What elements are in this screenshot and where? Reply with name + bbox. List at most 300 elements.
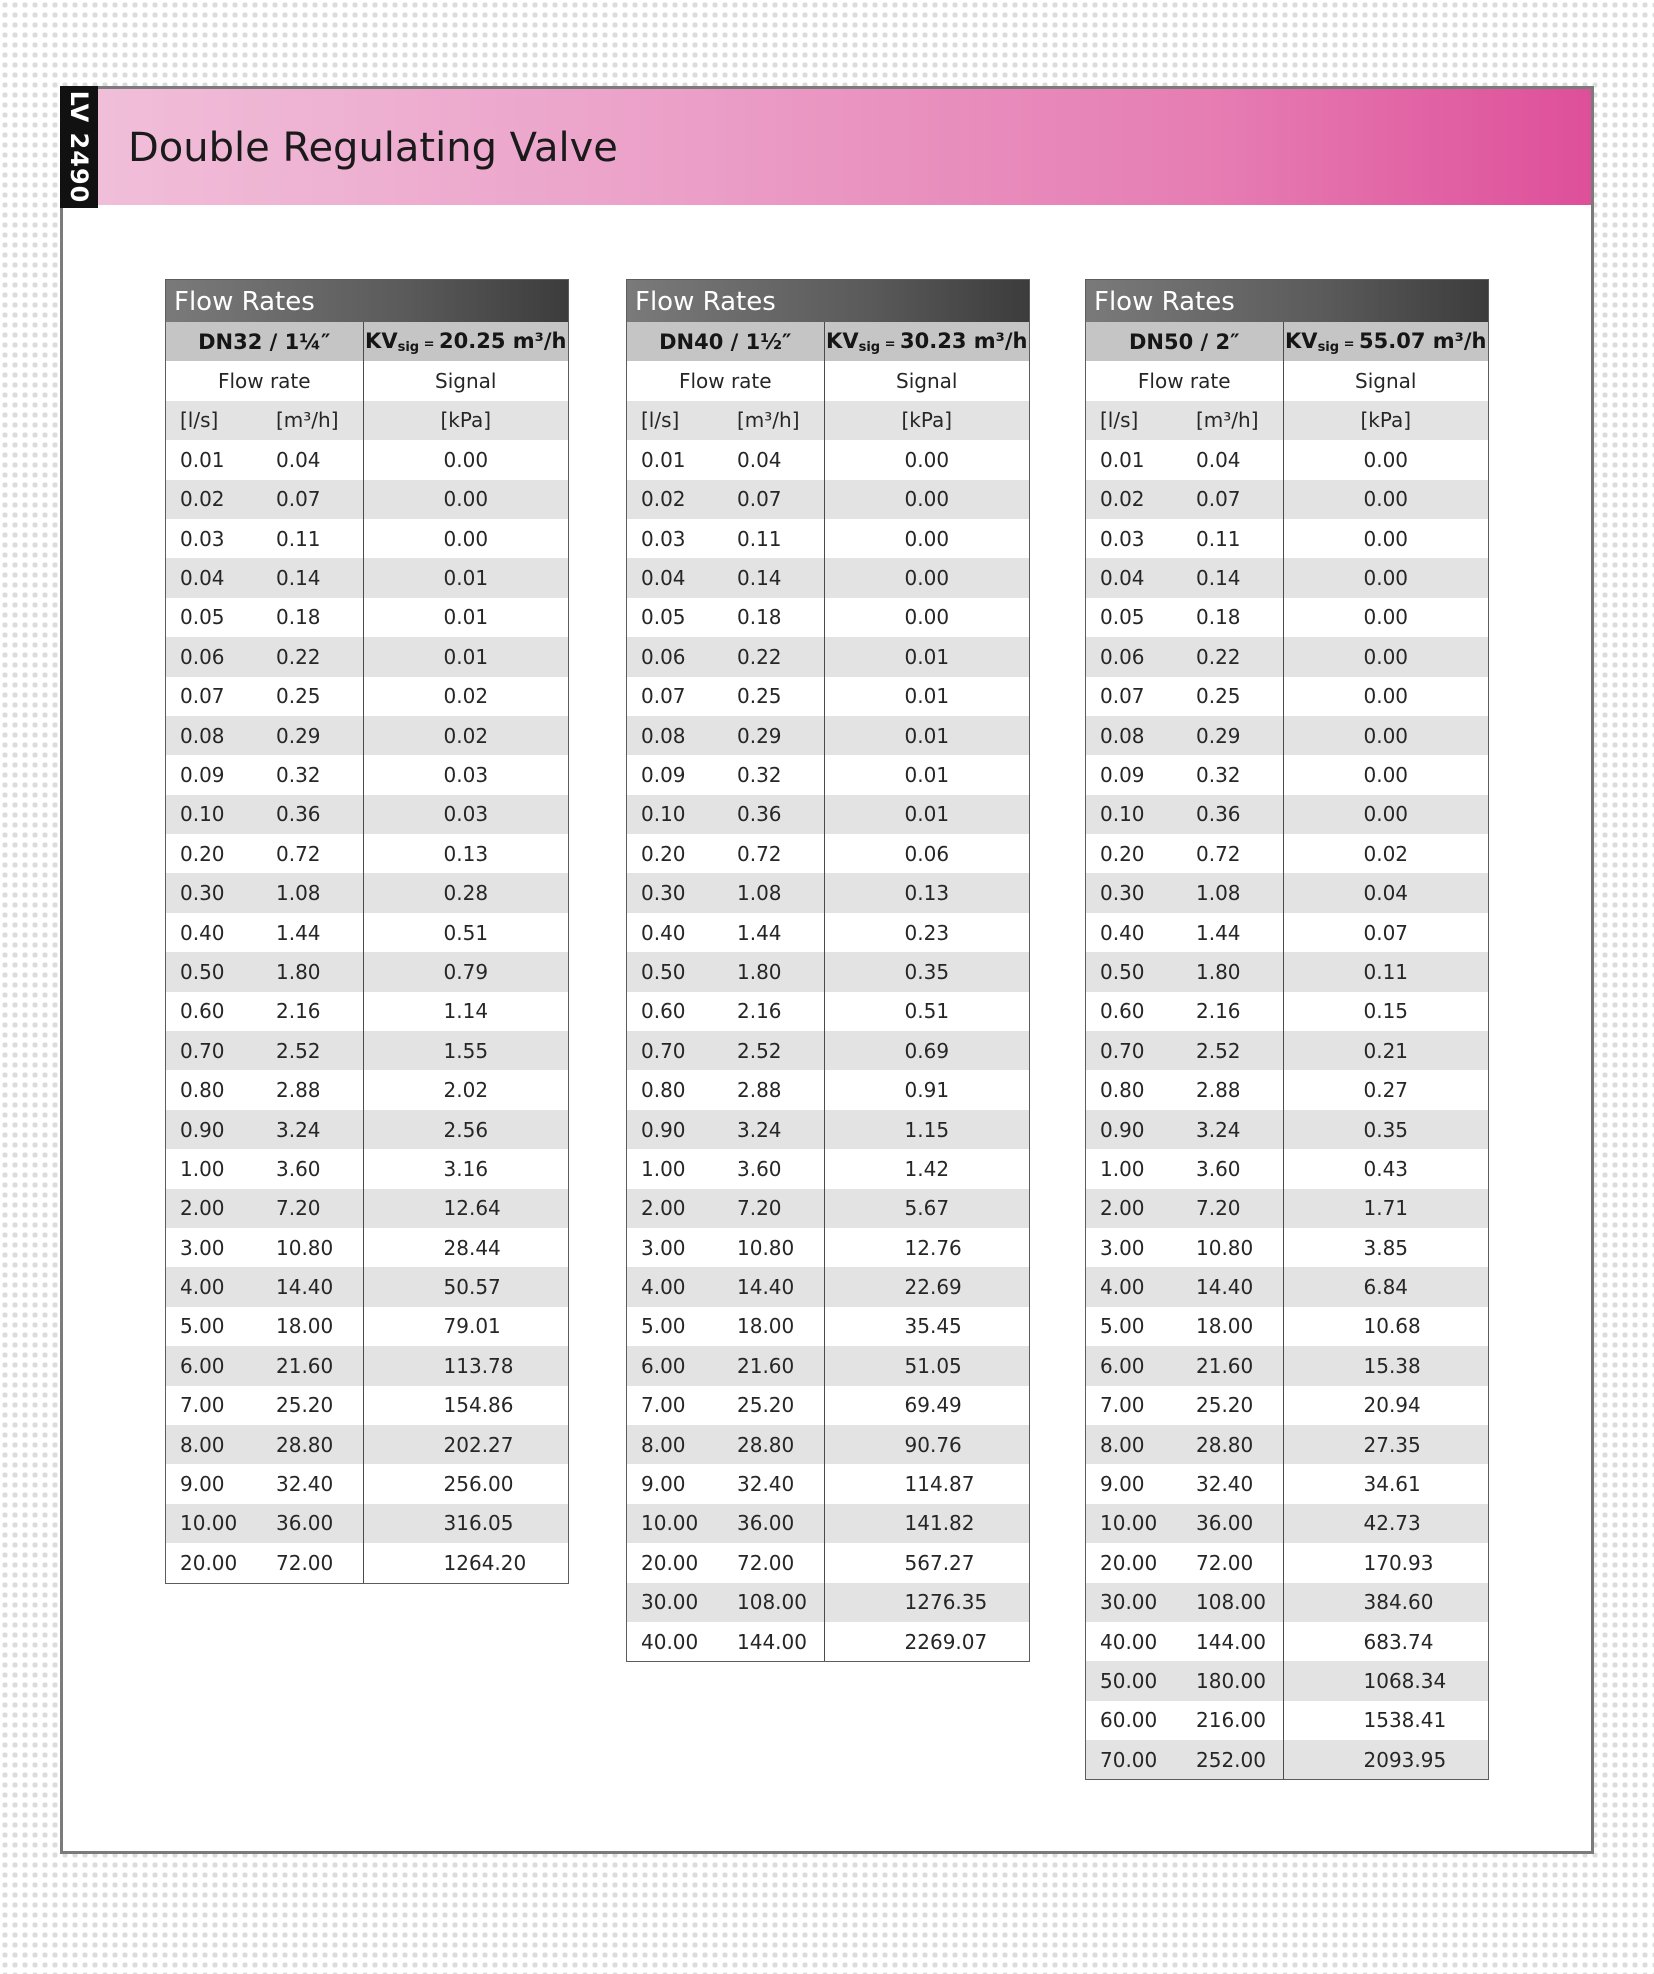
table-row	[627, 677, 1029, 716]
flow-ls-cell: 0.20	[1086, 834, 1186, 873]
signal-cell: 51.05	[824, 1346, 1029, 1385]
flow-m3h-cell: 0.29	[266, 716, 363, 755]
kv-subscript: sig	[397, 339, 420, 355]
table-row	[627, 1070, 1029, 1109]
signal-cell: 256.00	[363, 1464, 568, 1503]
signal-cell: 27.35	[1283, 1425, 1488, 1464]
flow-ls-cell: 5.00	[1086, 1307, 1186, 1346]
signal-cell: 1538.41	[1283, 1701, 1488, 1740]
flow-ls-cell: 1.00	[166, 1149, 266, 1188]
signal-cell: 0.00	[1283, 558, 1488, 597]
signal-cell: 12.76	[824, 1228, 1029, 1267]
signal-cell: 0.02	[363, 677, 568, 716]
kv-equals: =	[419, 336, 440, 352]
flow-m3h-cell: 72.00	[727, 1543, 824, 1582]
flow-m3h-cell: 21.60	[1186, 1346, 1283, 1385]
signal-cell: 170.93	[1283, 1543, 1488, 1582]
signal-cell: 0.00	[1283, 677, 1488, 716]
flow-ls-cell: 0.50	[627, 952, 727, 991]
flow-ls-cell: 8.00	[1086, 1425, 1186, 1464]
flow-m3h-cell: 36.00	[727, 1504, 824, 1543]
unit-ls: [l/s]	[1086, 401, 1186, 440]
flow-ls-cell: 60.00	[1086, 1701, 1186, 1740]
table-row	[1086, 1464, 1488, 1503]
flow-rate-heading: Flow rate	[1137, 369, 1231, 394]
signal-cell: 0.04	[1283, 873, 1488, 912]
flow-m3h-cell: 1.08	[1186, 873, 1283, 912]
flow-ls-cell: 20.00	[166, 1543, 266, 1582]
flow-ls-cell: 30.00	[627, 1583, 727, 1622]
flow-m3h-cell: 18.00	[1186, 1307, 1283, 1346]
table-row	[627, 1543, 1029, 1582]
flow-ls-cell: 0.06	[1086, 637, 1186, 676]
flow-m3h-cell: 21.60	[727, 1346, 824, 1385]
flow-ls-cell: 0.90	[1086, 1110, 1186, 1149]
table-row	[166, 677, 568, 716]
flow-m3h-cell: 25.20	[727, 1386, 824, 1425]
signal-cell: 0.51	[363, 913, 568, 952]
flow-ls-cell: 0.07	[1086, 677, 1186, 716]
table-row	[627, 1425, 1029, 1464]
signal-cell: 0.02	[1283, 834, 1488, 873]
signal-cell: 0.00	[824, 558, 1029, 597]
table-title: Flow Rates	[166, 280, 568, 322]
signal-cell: 0.01	[363, 637, 568, 676]
units-row	[166, 401, 568, 440]
table-row	[1086, 795, 1488, 834]
signal-cell: 0.15	[1283, 992, 1488, 1031]
flow-m3h-cell: 25.20	[266, 1386, 363, 1425]
kv-prefix: KV	[826, 328, 859, 353]
table-row	[166, 1346, 568, 1385]
flow-ls-cell: 0.03	[1086, 519, 1186, 558]
signal-cell: 79.01	[363, 1307, 568, 1346]
table-row	[1086, 1346, 1488, 1385]
kv-subscript: sig	[858, 339, 881, 355]
flow-ls-cell: 0.05	[1086, 598, 1186, 637]
table-row	[166, 1504, 568, 1543]
flow-m3h-cell: 0.72	[727, 834, 824, 873]
signal-cell: 0.69	[824, 1031, 1029, 1070]
signal-cell: 0.01	[363, 558, 568, 597]
flow-m3h-cell: 2.16	[1186, 992, 1283, 1031]
flow-m3h-cell: 14.40	[1186, 1267, 1283, 1306]
kv-equals: =	[880, 336, 901, 352]
subheader-row	[627, 361, 1029, 400]
signal-cell: 0.00	[1283, 519, 1488, 558]
flow-ls-cell: 0.04	[166, 558, 266, 597]
signal-cell: 0.01	[824, 795, 1029, 834]
flow-ls-cell: 0.01	[1086, 440, 1186, 479]
signal-cell: 5.67	[824, 1189, 1029, 1228]
flow-m3h-cell: 32.40	[266, 1464, 363, 1503]
table-row	[627, 913, 1029, 952]
table-title: Flow Rates	[1086, 280, 1488, 322]
flow-m3h-cell: 0.22	[266, 637, 363, 676]
side-tab-label: LV 2490	[65, 90, 93, 204]
table-row	[627, 795, 1029, 834]
flow-ls-cell: 0.30	[627, 873, 727, 912]
signal-heading: Signal	[824, 361, 1029, 400]
flow-m3h-cell: 72.00	[1186, 1543, 1283, 1582]
valve-size: DN40 / 1½″	[627, 322, 824, 361]
flow-m3h-cell: 0.18	[1186, 598, 1283, 637]
flow-m3h-cell: 36.00	[1186, 1504, 1283, 1543]
flow-ls-cell: 0.09	[166, 755, 266, 794]
flow-ls-cell: 8.00	[166, 1425, 266, 1464]
flow-ls-cell: 0.01	[627, 440, 727, 479]
table-row	[1086, 1267, 1488, 1306]
flow-ls-cell: 0.08	[627, 716, 727, 755]
flow-ls-cell: 3.00	[1086, 1228, 1186, 1267]
unit-kpa: [kPa]	[824, 401, 1029, 440]
signal-cell: 20.94	[1283, 1386, 1488, 1425]
flow-rates-table-dn40	[626, 279, 1030, 1662]
table-row	[1086, 1661, 1488, 1700]
size-header-row	[166, 322, 568, 361]
flow-ls-cell: 0.04	[1086, 558, 1186, 597]
flow-ls-cell: 0.50	[166, 952, 266, 991]
flow-ls-cell: 0.40	[1086, 913, 1186, 952]
table-row	[627, 1504, 1029, 1543]
flow-m3h-cell: 1.80	[266, 952, 363, 991]
flow-ls-cell: 0.70	[1086, 1031, 1186, 1070]
unit-kpa: [kPa]	[363, 401, 568, 440]
flow-ls-cell: 2.00	[627, 1189, 727, 1228]
flow-m3h-cell: 1.44	[727, 913, 824, 952]
table-row	[1086, 716, 1488, 755]
flow-m3h-cell: 2.88	[727, 1070, 824, 1109]
table-row	[1086, 558, 1488, 597]
signal-cell: 28.44	[363, 1228, 568, 1267]
flow-m3h-cell: 252.00	[1186, 1740, 1283, 1779]
unit-kpa: [kPa]	[1283, 401, 1488, 440]
flow-ls-cell: 0.60	[166, 992, 266, 1031]
signal-cell: 0.13	[824, 873, 1029, 912]
flow-m3h-cell: 10.80	[266, 1228, 363, 1267]
flow-ls-cell: 7.00	[1086, 1386, 1186, 1425]
flow-ls-cell: 0.50	[1086, 952, 1186, 991]
flow-m3h-cell: 3.60	[1186, 1149, 1283, 1188]
flow-m3h-cell: 0.36	[727, 795, 824, 834]
signal-cell: 0.01	[824, 637, 1029, 676]
table-row	[1086, 992, 1488, 1031]
table-row	[627, 519, 1029, 558]
flow-m3h-cell: 0.18	[727, 598, 824, 637]
flow-m3h-cell: 36.00	[266, 1504, 363, 1543]
table-row	[627, 1346, 1029, 1385]
flow-ls-cell: 0.04	[627, 558, 727, 597]
flow-ls-cell: 0.06	[166, 637, 266, 676]
signal-cell: 0.35	[1283, 1110, 1488, 1149]
table-row	[166, 1267, 568, 1306]
table-row	[1086, 637, 1488, 676]
signal-cell: 22.69	[824, 1267, 1029, 1306]
flow-ls-cell: 0.20	[627, 834, 727, 873]
flow-ls-cell: 0.40	[627, 913, 727, 952]
flow-m3h-cell: 10.80	[727, 1228, 824, 1267]
table-row	[627, 1110, 1029, 1149]
table-row	[1086, 1504, 1488, 1543]
signal-cell: 1068.34	[1283, 1661, 1488, 1700]
flow-ls-cell: 0.03	[627, 519, 727, 558]
flow-m3h-cell: 108.00	[1186, 1583, 1283, 1622]
signal-cell: 0.00	[1283, 637, 1488, 676]
table-row	[166, 834, 568, 873]
flow-ls-cell: 5.00	[166, 1307, 266, 1346]
table-row	[166, 1189, 568, 1228]
flow-m3h-cell: 0.11	[266, 519, 363, 558]
table-row	[166, 1386, 568, 1425]
flow-m3h-cell: 0.11	[1186, 519, 1283, 558]
signal-cell: 0.02	[363, 716, 568, 755]
flow-ls-cell: 10.00	[166, 1504, 266, 1543]
flow-m3h-cell: 3.24	[727, 1110, 824, 1149]
signal-cell: 0.28	[363, 873, 568, 912]
signal-cell: 0.00	[824, 480, 1029, 519]
flow-ls-cell: 70.00	[1086, 1740, 1186, 1779]
flow-m3h-cell: 1.44	[1186, 913, 1283, 952]
signal-cell: 0.07	[1283, 913, 1488, 952]
table-row	[166, 755, 568, 794]
flow-m3h-cell: 1.08	[266, 873, 363, 912]
table-row	[166, 716, 568, 755]
flow-ls-cell: 5.00	[627, 1307, 727, 1346]
table-title: Flow Rates	[627, 280, 1029, 322]
flow-ls-cell: 0.05	[166, 598, 266, 637]
flow-rates-table-dn50	[1085, 279, 1489, 1780]
table-row	[627, 558, 1029, 597]
flow-ls-cell: 6.00	[1086, 1346, 1186, 1385]
signal-cell: 0.00	[824, 519, 1029, 558]
table-row	[166, 598, 568, 637]
flow-m3h-cell: 2.88	[1186, 1070, 1283, 1109]
flow-m3h-cell: 0.14	[266, 558, 363, 597]
flow-m3h-cell: 2.52	[266, 1031, 363, 1070]
flow-ls-cell: 0.70	[166, 1031, 266, 1070]
subheader-row	[1086, 361, 1488, 400]
flow-m3h-cell: 10.80	[1186, 1228, 1283, 1267]
flow-ls-cell: 2.00	[166, 1189, 266, 1228]
table-row	[627, 873, 1029, 912]
flow-m3h-cell: 0.72	[1186, 834, 1283, 873]
flow-ls-cell: 50.00	[1086, 1661, 1186, 1700]
flow-ls-cell: 0.07	[627, 677, 727, 716]
flow-ls-cell: 0.10	[166, 795, 266, 834]
flow-m3h-cell: 144.00	[727, 1622, 824, 1661]
table-row	[166, 1228, 568, 1267]
flow-ls-cell: 0.07	[166, 677, 266, 716]
signal-cell: 90.76	[824, 1425, 1029, 1464]
table-row	[627, 755, 1029, 794]
signal-cell: 0.00	[1283, 440, 1488, 479]
signal-cell: 1276.35	[824, 1583, 1029, 1622]
kv-prefix: KV	[1285, 328, 1318, 353]
flow-m3h-cell: 2.52	[727, 1031, 824, 1070]
signal-cell: 2269.07	[824, 1622, 1029, 1661]
flow-ls-cell: 20.00	[1086, 1543, 1186, 1582]
table-row	[1086, 677, 1488, 716]
flow-ls-cell: 2.00	[1086, 1189, 1186, 1228]
signal-cell: 3.85	[1283, 1228, 1488, 1267]
signal-cell: 0.03	[363, 795, 568, 834]
flow-m3h-cell: 0.14	[727, 558, 824, 597]
flow-m3h-cell: 21.60	[266, 1346, 363, 1385]
signal-cell: 202.27	[363, 1425, 568, 1464]
signal-cell: 1.71	[1283, 1189, 1488, 1228]
table-row	[166, 992, 568, 1031]
unit-m3h: [m³/h]	[727, 401, 824, 440]
signal-cell: 0.06	[824, 834, 1029, 873]
signal-cell: 10.68	[1283, 1307, 1488, 1346]
signal-cell: 0.13	[363, 834, 568, 873]
flow-ls-cell: 4.00	[166, 1267, 266, 1306]
table-row	[627, 1583, 1029, 1622]
signal-cell: 0.00	[363, 519, 568, 558]
units-row	[627, 401, 1029, 440]
flow-ls-cell: 9.00	[1086, 1464, 1186, 1503]
flow-m3h-cell: 2.16	[727, 992, 824, 1031]
valve-size: DN32 / 1¼″	[166, 322, 363, 361]
unit-m3h: [m³/h]	[266, 401, 363, 440]
table-row	[166, 1425, 568, 1464]
flow-ls-cell: 0.01	[166, 440, 266, 479]
table-row	[166, 519, 568, 558]
flow-m3h-cell: 2.52	[1186, 1031, 1283, 1070]
flow-ls-cell: 0.40	[166, 913, 266, 952]
flow-m3h-cell: 0.36	[266, 795, 363, 834]
flow-ls-cell: 3.00	[166, 1228, 266, 1267]
table-row	[627, 1307, 1029, 1346]
signal-cell: 0.00	[1283, 795, 1488, 834]
table-row	[627, 992, 1029, 1031]
flow-m3h-cell: 0.25	[266, 677, 363, 716]
table-row	[166, 952, 568, 991]
signal-cell: 6.84	[1283, 1267, 1488, 1306]
table-row	[1086, 480, 1488, 519]
flow-ls-cell: 10.00	[627, 1504, 727, 1543]
flow-ls-cell: 20.00	[627, 1543, 727, 1582]
signal-cell: 141.82	[824, 1504, 1029, 1543]
units-row	[1086, 401, 1488, 440]
table-row	[627, 1386, 1029, 1425]
table-row	[627, 1228, 1029, 1267]
flow-table	[627, 322, 1029, 1661]
flow-ls-cell: 0.02	[166, 480, 266, 519]
signal-cell: 0.01	[824, 716, 1029, 755]
size-header-row	[627, 322, 1029, 361]
signal-heading: Signal	[1283, 361, 1488, 400]
flow-m3h-cell: 0.04	[266, 440, 363, 479]
kv-equals: =	[1339, 336, 1360, 352]
table-row	[166, 1464, 568, 1503]
table-row	[627, 1031, 1029, 1070]
flow-ls-cell: 0.60	[1086, 992, 1186, 1031]
signal-cell: 0.00	[1283, 598, 1488, 637]
flow-m3h-cell: 7.20	[727, 1189, 824, 1228]
table-row	[166, 480, 568, 519]
flow-ls-cell: 0.10	[1086, 795, 1186, 834]
flow-m3h-cell: 28.80	[1186, 1425, 1283, 1464]
kv-prefix: KV	[365, 328, 398, 353]
unit-m3h: [m³/h]	[1186, 401, 1283, 440]
table-row	[1086, 1149, 1488, 1188]
table-row	[627, 952, 1029, 991]
flow-ls-cell: 0.30	[166, 873, 266, 912]
signal-cell: 113.78	[363, 1346, 568, 1385]
signal-cell: 683.74	[1283, 1622, 1488, 1661]
flow-m3h-cell: 3.24	[1186, 1110, 1283, 1149]
unit-ls: [l/s]	[627, 401, 727, 440]
table-row	[1086, 1228, 1488, 1267]
flow-ls-cell: 0.60	[627, 992, 727, 1031]
flow-ls-cell: 0.05	[627, 598, 727, 637]
side-tab	[60, 86, 98, 208]
flow-m3h-cell: 0.07	[1186, 480, 1283, 519]
flow-m3h-cell: 0.11	[727, 519, 824, 558]
signal-cell: 1.42	[824, 1149, 1029, 1188]
table-row	[1086, 1583, 1488, 1622]
flow-m3h-cell: 0.14	[1186, 558, 1283, 597]
table-row	[1086, 1110, 1488, 1149]
table-row	[1086, 1070, 1488, 1109]
table-row	[166, 873, 568, 912]
table-row	[1086, 1307, 1488, 1346]
table-row	[1086, 1543, 1488, 1582]
flow-ls-cell: 6.00	[627, 1346, 727, 1385]
table-row	[166, 558, 568, 597]
flow-ls-cell: 0.08	[166, 716, 266, 755]
flow-ls-cell: 9.00	[627, 1464, 727, 1503]
table-row	[166, 913, 568, 952]
flow-m3h-cell: 0.32	[727, 755, 824, 794]
table-row	[1086, 1386, 1488, 1425]
signal-cell: 384.60	[1283, 1583, 1488, 1622]
flow-m3h-cell: 0.07	[266, 480, 363, 519]
signal-cell: 15.38	[1283, 1346, 1488, 1385]
flow-rate-heading: Flow rate	[678, 369, 772, 394]
flow-ls-cell: 6.00	[166, 1346, 266, 1385]
flow-ls-cell: 0.06	[627, 637, 727, 676]
kv-value: 30.23 m³/h	[900, 328, 1028, 353]
signal-cell: 0.00	[1283, 755, 1488, 794]
flow-table	[166, 322, 568, 1583]
flow-rates-table-dn32	[165, 279, 569, 1584]
flow-m3h-cell: 0.32	[266, 755, 363, 794]
signal-cell: 69.49	[824, 1386, 1029, 1425]
kv-value: 55.07 m³/h	[1359, 328, 1487, 353]
flow-table	[1086, 322, 1488, 1779]
signal-cell: 0.43	[1283, 1149, 1488, 1188]
table-row	[1086, 1622, 1488, 1661]
signal-cell: 0.35	[824, 952, 1029, 991]
flow-ls-cell: 40.00	[627, 1622, 727, 1661]
table-row	[627, 1622, 1029, 1661]
flow-m3h-cell: 144.00	[1186, 1622, 1283, 1661]
table-row	[1086, 1740, 1488, 1779]
table-row	[1086, 952, 1488, 991]
flow-ls-cell: 7.00	[166, 1386, 266, 1425]
header-band	[63, 89, 1591, 205]
signal-cell: 1264.20	[363, 1543, 568, 1582]
flow-ls-cell: 7.00	[627, 1386, 727, 1425]
signal-cell: 34.61	[1283, 1464, 1488, 1503]
signal-cell: 0.21	[1283, 1031, 1488, 1070]
flow-m3h-cell: 0.22	[1186, 637, 1283, 676]
table-row	[1086, 834, 1488, 873]
signal-cell: 0.23	[824, 913, 1029, 952]
flow-m3h-cell: 14.40	[727, 1267, 824, 1306]
